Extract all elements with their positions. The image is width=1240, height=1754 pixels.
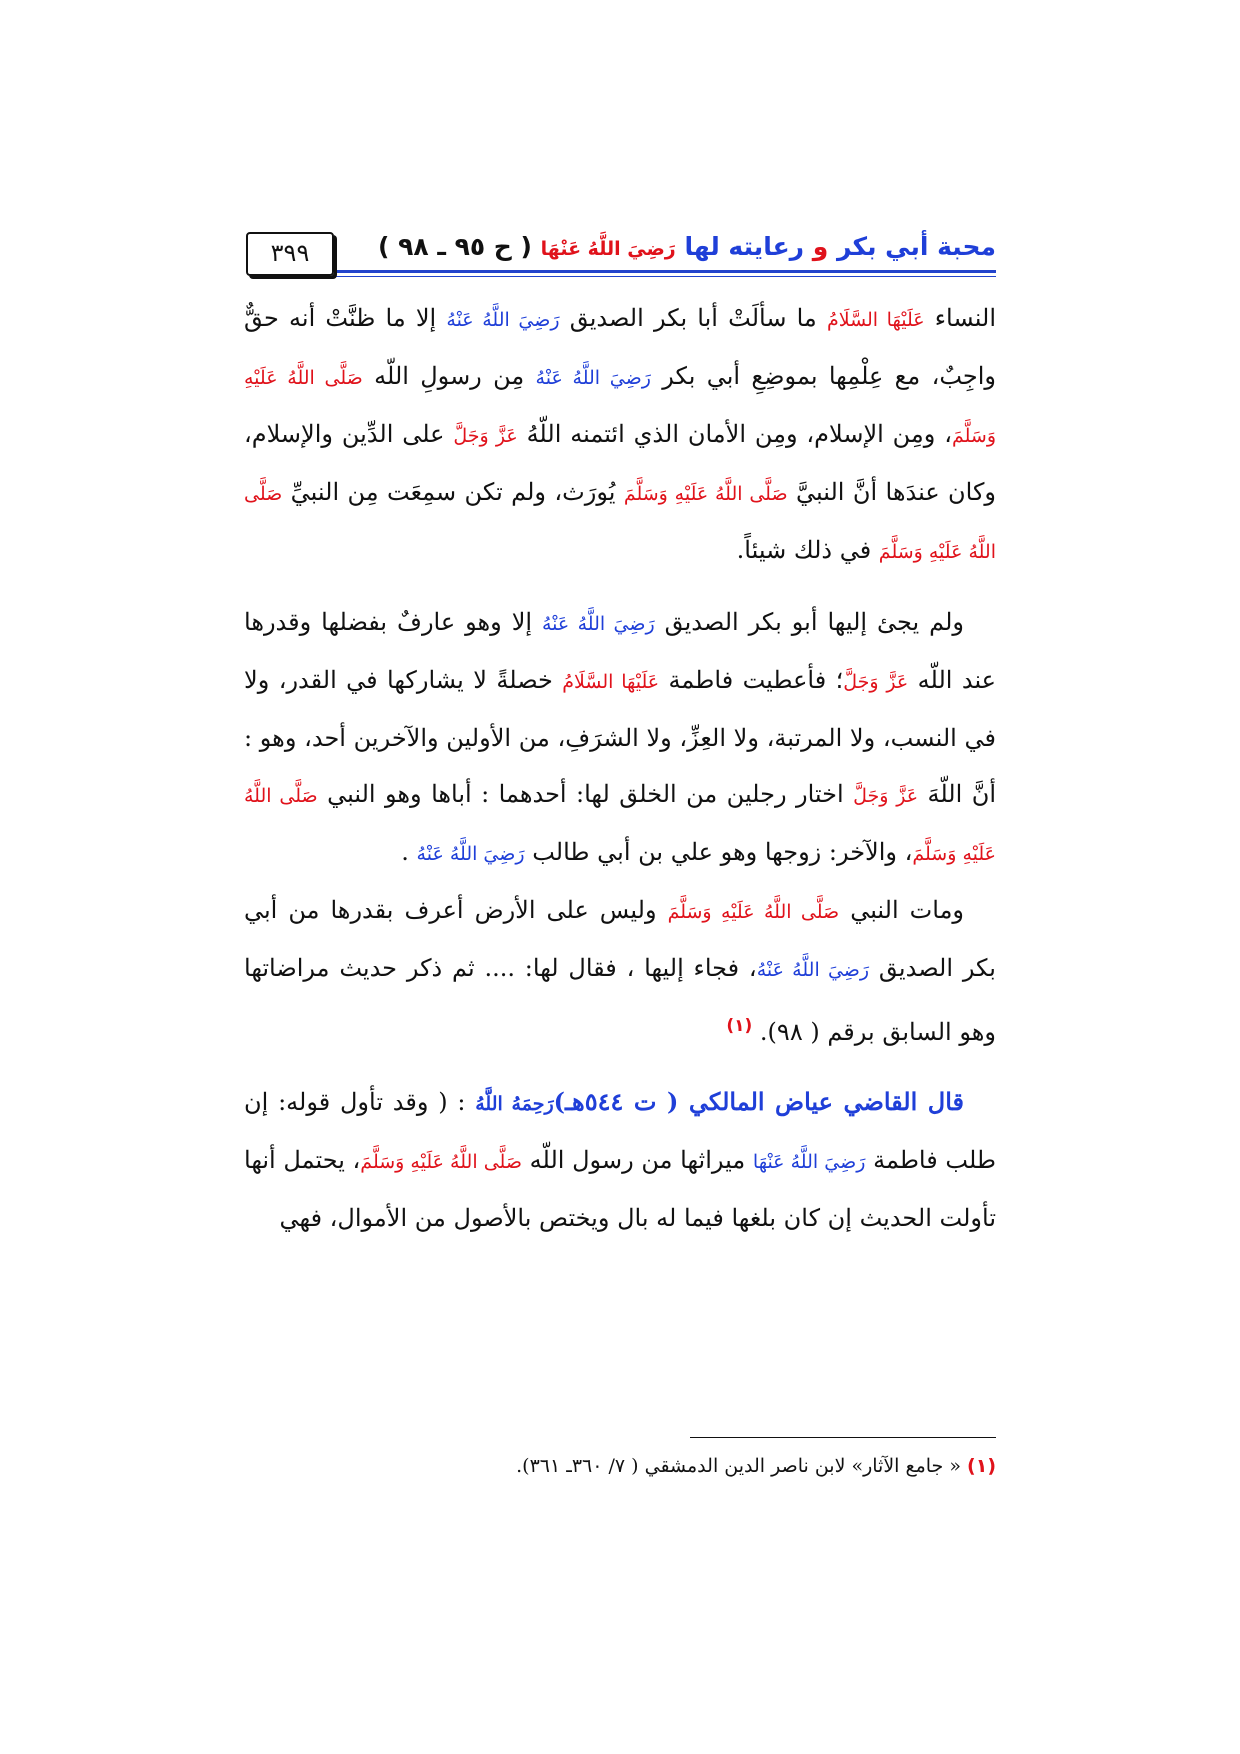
p1-text-7: يُورَث، ولم تكن سمِعَت مِن النبيِّ — [282, 478, 624, 506]
title-part2: و — [812, 232, 829, 261]
honorific-radiallahu-anhu: رَضِيَ اللَّهُ عَنْهُ — [756, 959, 870, 981]
honorific-rahimahullah: رَحِمَهُ اللَّهُ — [475, 1093, 554, 1115]
title-part1: محبة أبي بكر — [828, 232, 996, 261]
honorific-azza-wa-jall: عَزَّ وَجَلَّ — [843, 671, 909, 693]
honorific-salla-allah: صَلَّى اللَّهُ عَلَيْهِ وَسَلَّمَ — [360, 1151, 522, 1173]
paragraph-1 — [244, 290, 996, 580]
p3-text-1: ومات النبي — [839, 896, 965, 924]
paragraph-3 — [244, 882, 996, 1060]
honorific-azza-wa-jall: عَزَّ وَجَلَّ — [453, 425, 518, 447]
footnote-separator — [690, 1437, 996, 1438]
p2-text-3: ؛ فأعطيت فاطمة — [659, 666, 844, 694]
page-header — [244, 232, 996, 282]
honorific-salla-allah: صَلَّى اللَّهُ عَلَيْهِ وَسَلَّمَ — [623, 483, 788, 505]
title-part3: رعايته لها — [675, 232, 813, 261]
footnote-number: (١) — [967, 1455, 996, 1477]
honorific-radiallahu-anha: رَضِيَ اللَّهُ عَنْهَا — [752, 1151, 866, 1173]
p2-text-4: خصلةً لا يشاركها في القدر، ولا في النسب، ولا المرتبة، ولا العِزِّ، ولا الشرَفِ، من الأولين والآخرين أحد، وهو : أنَّ اللّهَ — [244, 666, 997, 808]
p2-text-5: اختار رجلين من الخلق لها: أحدهما : أباها وهو النبي — [317, 780, 854, 808]
p1-text-6: على الدِّين والإسلام، وكان عندَها أنَّ النبيَّ — [244, 420, 997, 506]
footnote-reference[interactable]: (١) — [726, 1016, 753, 1036]
main-text — [244, 290, 996, 1246]
p4-text-1: : ( وقد تأول قوله: إن طلب فاطمة — [244, 1088, 997, 1174]
p1-text-5: ، ومِن الإسلام، ومِن الأمان الذي ائتمنه اللّهُ — [517, 420, 952, 448]
honorific-radiallahu-anhu: رَضِيَ اللَّهُ عَنْهُ — [446, 309, 560, 331]
p1-text-3: إلا ما ظنَّتْ أنه حقٌّ واجِبٌ، مع عِلْمِها بموضِعِ أبي بكر — [244, 304, 997, 390]
p3-text-3: ، فجاء إليها ، فقال لها: .... ثم ذكر حديث مراضاتها وهو السابق برقم ( ٩٨). — [244, 954, 996, 1046]
p2-text-6: ، والآخر: زوجها وهو علي بن أبي طالب — [524, 838, 913, 866]
paragraph-gap — [244, 1060, 996, 1074]
p1-text-8: في ذلك شيئاً. — [736, 536, 879, 564]
p1-text-4: مِن رسولِ اللّه — [362, 362, 536, 390]
honorific-radiallahu-anhu: رَضِيَ اللَّهُ عَنْهُ — [416, 843, 525, 865]
honorific-salla-allah: صَلَّى اللَّهُ عَلَيْهِ وَسَلَّمَ — [244, 483, 996, 563]
honorific-radiallahu-anhu: رَضِيَ اللَّهُ عَنْهُ — [535, 367, 651, 389]
footnote-text: « جامع الآثار» لابن ناصر الدين الدمشقي ( ٧/ ٣٦٠ـ ٣٦١). — [516, 1455, 968, 1477]
title-honorific: رَضِيَ اللَّهُ عَنْهَا — [540, 238, 676, 260]
honorific-alayha-salam: عَلَيْهَا السَّلَامُ — [826, 309, 925, 331]
title-hadith-range: ( ح ٩٥ ـ ٩٨ ) — [377, 232, 541, 261]
p1-text-1: النساء — [924, 304, 996, 332]
honorific-salla-allah: صَلَّى اللَّهُ عَلَيْهِ وَسَلَّمَ — [667, 901, 840, 923]
header-rule-thick — [336, 270, 996, 273]
footnote — [244, 1448, 996, 1484]
paragraph-2 — [244, 594, 996, 882]
p2-text-1: ولم يجئ إليها أبو بكر الصديق — [654, 608, 964, 636]
honorific-radiallahu-anhu: رَضِيَ اللَّهُ عَنْهُ — [542, 613, 655, 635]
running-title — [378, 232, 996, 261]
honorific-azza-wa-jall: عَزَّ وَجَلَّ — [853, 785, 919, 807]
paragraph-gap — [244, 580, 996, 594]
section-heading: قال القاضي عياض المالكي ( ت ٥٤٤هـ) — [553, 1087, 964, 1116]
p4-text-3: ، يحتمل أنها تأولت الحديث إن كان بلغها فيما له بال ويختص بالأصول من الأموال، فهي — [244, 1146, 996, 1232]
header-rule-thin — [336, 276, 996, 277]
honorific-salla-allah: صَلَّى اللَّهُ عَلَيْهِ وَسَلَّمَ — [244, 785, 996, 865]
honorific-alayha-salam: عَلَيْهَا السَّلَامُ — [562, 671, 660, 693]
p4-text-2: ميراثها من رسول اللّه — [521, 1146, 753, 1174]
p2-text-2: إلا وهو عارفٌ بفضلها وقدرها عند اللّه — [244, 608, 997, 694]
page-number-box: ٣٩٩ — [246, 232, 334, 276]
p1-text-2: ما سألَتْ أبا بكر الصديق — [559, 304, 827, 332]
p2-text-7: . — [401, 838, 417, 866]
honorific-salla-allah: صَلَّى اللَّهُ عَلَيْهِ وَسَلَّمَ — [244, 367, 996, 447]
p3-text-2: وليس على الأرض أعرف بقدرها من أبي بكر الصديق — [244, 896, 996, 982]
paragraph-4 — [244, 1074, 996, 1246]
